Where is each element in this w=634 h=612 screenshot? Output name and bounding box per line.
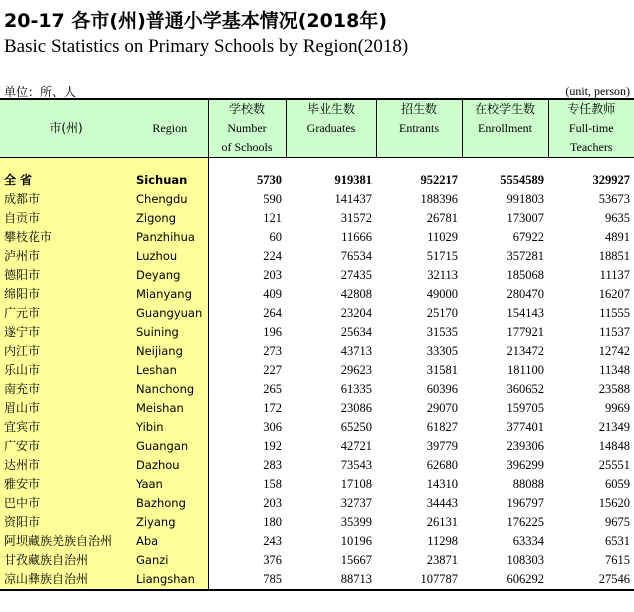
enrollment-count: 154143 xyxy=(506,306,544,320)
unit-label-en: (unit, person) xyxy=(565,84,630,98)
entrants-count: 31535 xyxy=(426,325,458,339)
schools-count: 224 xyxy=(263,249,282,263)
teachers-count: 6531 xyxy=(605,534,630,548)
region-name-en: Guangan xyxy=(132,437,208,456)
header-schools: 学校数 Number of Schools xyxy=(208,99,286,158)
schools-count: 590 xyxy=(263,192,282,206)
region-name-cn: 凉山彝族自治州 xyxy=(0,570,132,590)
teachers-count: 25551 xyxy=(598,458,630,472)
region-name-en: Panzhihua xyxy=(132,228,208,247)
table-row xyxy=(0,323,634,342)
region-name-en: Leshan xyxy=(132,361,208,380)
table-row xyxy=(0,209,634,228)
region-name-cn: 雅安市 xyxy=(0,475,132,494)
table-row xyxy=(0,361,634,380)
region-name-en: Nanchong xyxy=(132,380,208,399)
schools-count: 5730 xyxy=(257,173,282,187)
header-entrants: 招生数 Entrants xyxy=(376,99,462,158)
entrants-count: 60396 xyxy=(426,382,458,396)
entrants-count: 32113 xyxy=(427,268,458,282)
region-name-en: Bazhong xyxy=(132,494,208,513)
graduates-count: 27435 xyxy=(340,268,372,282)
region-name-en: Yaan xyxy=(132,475,208,494)
table-row xyxy=(0,285,634,304)
region-name-en: Guangyuan xyxy=(132,304,208,323)
region-name-cn: 绵阳市 xyxy=(0,285,132,304)
region-name-en: Dazhou xyxy=(132,456,208,475)
schools-count: 785 xyxy=(208,570,286,590)
total-row xyxy=(0,171,634,190)
region-name-en: Meishan xyxy=(132,399,208,418)
teachers-count: 11537 xyxy=(599,325,630,339)
teachers-count: 23588 xyxy=(598,382,630,396)
entrants-count: 952217 xyxy=(420,173,458,187)
enrollment-count: 991803 xyxy=(506,192,544,206)
region-name-cn: 宜宾市 xyxy=(0,418,132,437)
region-name-cn: 全 省 xyxy=(0,171,132,190)
region-name-en: Sichuan xyxy=(132,171,208,190)
teachers-count: 4891 xyxy=(605,230,630,244)
region-name-cn: 乐山市 xyxy=(0,361,132,380)
teachers-count: 53673 xyxy=(598,192,630,206)
table-row xyxy=(0,513,634,532)
enrollment-count: 213472 xyxy=(506,344,544,358)
entrants-count: 25170 xyxy=(426,306,458,320)
table-row xyxy=(0,532,634,551)
table-row xyxy=(0,190,634,209)
region-name-cn: 眉山市 xyxy=(0,399,132,418)
schools-count: 227 xyxy=(263,363,282,377)
enrollment-count: 88088 xyxy=(512,477,544,491)
enrollment-count: 360652 xyxy=(506,382,544,396)
schools-count: 409 xyxy=(263,287,282,301)
graduates-count: 23204 xyxy=(340,306,372,320)
graduates-count: 11666 xyxy=(341,230,372,244)
region-name-en: Aba xyxy=(132,532,208,551)
graduates-count: 65250 xyxy=(340,420,372,434)
enrollment-count: 176225 xyxy=(506,515,544,529)
teachers-count: 11555 xyxy=(599,306,630,320)
enrollment-count: 185068 xyxy=(506,268,544,282)
schools-count: 264 xyxy=(263,306,282,320)
entrants-count: 23871 xyxy=(426,553,458,567)
table-row xyxy=(0,247,634,266)
entrants-count: 26131 xyxy=(426,515,458,529)
enrollment-count: 177921 xyxy=(506,325,544,339)
enrollment-count: 173007 xyxy=(506,211,544,225)
entrants-count: 11298 xyxy=(427,534,458,548)
teachers-count: 16207 xyxy=(598,287,630,301)
region-name-en: Deyang xyxy=(132,266,208,285)
region-name-en: Ganzi xyxy=(132,551,208,570)
table-header-row xyxy=(0,99,634,158)
schools-count: 192 xyxy=(263,439,282,453)
table-row xyxy=(0,228,634,247)
region-name-cn: 甘孜藏族自治州 xyxy=(0,551,132,570)
entrants-count: 49000 xyxy=(426,287,458,301)
entrants-count: 14310 xyxy=(426,477,458,491)
graduates-count: 61335 xyxy=(340,382,372,396)
entrants-count: 107787 xyxy=(376,570,462,590)
schools-count: 172 xyxy=(263,401,282,415)
region-name-cn: 攀枝花市 xyxy=(0,228,132,247)
region-name-cn: 自贡市 xyxy=(0,209,132,228)
region-name-cn: 遂宁市 xyxy=(0,323,132,342)
graduates-count: 25634 xyxy=(340,325,372,339)
header-graduates: 毕业生数 Graduates xyxy=(286,99,376,158)
entrants-count: 188396 xyxy=(420,192,458,206)
table-row xyxy=(0,418,634,437)
schools-count: 306 xyxy=(263,420,282,434)
unit-label-cn: 单位：所、人 xyxy=(4,85,77,99)
entrants-count: 51715 xyxy=(426,249,458,263)
page-title-cn: 20-17 各市(州)普通小学基本情况(2018年) xyxy=(4,10,387,32)
graduates-count: 31572 xyxy=(340,211,372,225)
graduates-count: 76534 xyxy=(340,249,372,263)
header-enrollment: 在校学生数 Enrollment xyxy=(462,99,548,158)
schools-count: 158 xyxy=(263,477,282,491)
region-name-en: Ziyang xyxy=(132,513,208,532)
enrollment-count: 108303 xyxy=(506,553,544,567)
region-name-en: Zigong xyxy=(132,209,208,228)
teachers-count: 6059 xyxy=(605,477,630,491)
region-name-en: Mianyang xyxy=(132,285,208,304)
entrants-count: 26781 xyxy=(426,211,458,225)
header-region: Region xyxy=(132,99,208,158)
table-row xyxy=(0,551,634,570)
teachers-count: 11348 xyxy=(599,363,630,377)
schools-count: 376 xyxy=(263,553,282,567)
teachers-count: 14848 xyxy=(598,439,630,453)
entrants-count: 34443 xyxy=(426,496,458,510)
schools-count: 243 xyxy=(263,534,282,548)
header-city: 市(州) xyxy=(0,99,132,158)
region-name-cn: 内江市 xyxy=(0,342,132,361)
table-row xyxy=(0,494,634,513)
region-name-cn: 南充市 xyxy=(0,380,132,399)
table-row xyxy=(0,437,634,456)
enrollment-count: 5554589 xyxy=(500,173,544,187)
table-row xyxy=(0,570,634,590)
region-name-cn: 资阳市 xyxy=(0,513,132,532)
region-name-cn: 广安市 xyxy=(0,437,132,456)
spacer-row xyxy=(0,158,634,172)
entrants-count: 39779 xyxy=(426,439,458,453)
region-name-cn: 巴中市 xyxy=(0,494,132,513)
schools-count: 121 xyxy=(263,211,282,225)
graduates-count: 42808 xyxy=(340,287,372,301)
table-row xyxy=(0,380,634,399)
enrollment-count: 67922 xyxy=(512,230,544,244)
graduates-count: 10196 xyxy=(340,534,372,548)
entrants-count: 61827 xyxy=(426,420,458,434)
graduates-count: 15667 xyxy=(340,553,372,567)
region-name-en: Suining xyxy=(132,323,208,342)
region-name-cn: 泸州市 xyxy=(0,247,132,266)
entrants-count: 29070 xyxy=(426,401,458,415)
region-name-en: Yibin xyxy=(132,418,208,437)
region-name-cn: 广元市 xyxy=(0,304,132,323)
entrants-count: 62680 xyxy=(426,458,458,472)
enrollment-count: 196797 xyxy=(506,496,544,510)
teachers-count: 9969 xyxy=(605,401,630,415)
region-name-cn: 达州市 xyxy=(0,456,132,475)
schools-count: 180 xyxy=(263,515,282,529)
enrollment-count: 159705 xyxy=(506,401,544,415)
enrollment-count: 606292 xyxy=(462,570,548,590)
graduates-count: 29623 xyxy=(340,363,372,377)
enrollment-count: 396299 xyxy=(506,458,544,472)
graduates-count: 32737 xyxy=(340,496,372,510)
teachers-count: 11137 xyxy=(599,268,630,282)
table-row xyxy=(0,456,634,475)
entrants-count: 31581 xyxy=(426,363,458,377)
table-row xyxy=(0,399,634,418)
teachers-count: 12742 xyxy=(598,344,630,358)
region-name-en: Luzhou xyxy=(132,247,208,266)
graduates-count: 43713 xyxy=(340,344,372,358)
graduates-count: 141437 xyxy=(334,192,372,206)
schools-count: 265 xyxy=(263,382,282,396)
region-name-en: Liangshan xyxy=(132,570,208,590)
teachers-count: 329927 xyxy=(592,173,630,187)
graduates-count: 23086 xyxy=(340,401,372,415)
table-body xyxy=(0,158,634,591)
entrants-count: 11029 xyxy=(427,230,458,244)
schools-count: 273 xyxy=(263,344,282,358)
graduates-count: 17108 xyxy=(340,477,372,491)
schools-count: 60 xyxy=(269,230,282,244)
graduates-count: 73543 xyxy=(340,458,372,472)
teachers-count: 27546 xyxy=(548,570,634,590)
header-teachers: 专任教师 Full-time Teachers xyxy=(548,99,634,158)
table-row xyxy=(0,475,634,494)
page-title-en: Basic Statistics on Primary Schools by Region(2018) xyxy=(4,36,409,57)
region-name-cn: 德阳市 xyxy=(0,266,132,285)
teachers-count: 15620 xyxy=(598,496,630,510)
enrollment-count: 357281 xyxy=(506,249,544,263)
region-name-cn: 成都市 xyxy=(0,190,132,209)
graduates-count: 42721 xyxy=(340,439,372,453)
region-name-en: Chengdu xyxy=(132,190,208,209)
graduates-count: 919381 xyxy=(334,173,372,187)
statistics-table xyxy=(0,98,634,591)
schools-count: 203 xyxy=(263,496,282,510)
teachers-count: 21349 xyxy=(598,420,630,434)
table-row xyxy=(0,304,634,323)
schools-count: 203 xyxy=(263,268,282,282)
enrollment-count: 63334 xyxy=(512,534,544,548)
teachers-count: 18851 xyxy=(598,249,630,263)
table-row xyxy=(0,342,634,361)
table-row xyxy=(0,266,634,285)
graduates-count: 35399 xyxy=(340,515,372,529)
enrollment-count: 239306 xyxy=(506,439,544,453)
enrollment-count: 377401 xyxy=(506,420,544,434)
schools-count: 196 xyxy=(263,325,282,339)
graduates-count: 88713 xyxy=(286,570,376,590)
enrollment-count: 181100 xyxy=(506,363,544,377)
region-name-cn: 阿坝藏族羌族自治州 xyxy=(0,532,132,551)
region-name-en: Neijiang xyxy=(132,342,208,361)
enrollment-count: 280470 xyxy=(506,287,544,301)
entrants-count: 33305 xyxy=(426,344,458,358)
teachers-count: 9635 xyxy=(605,211,630,225)
teachers-count: 7615 xyxy=(605,553,630,567)
teachers-count: 9675 xyxy=(605,515,630,529)
schools-count: 283 xyxy=(263,458,282,472)
